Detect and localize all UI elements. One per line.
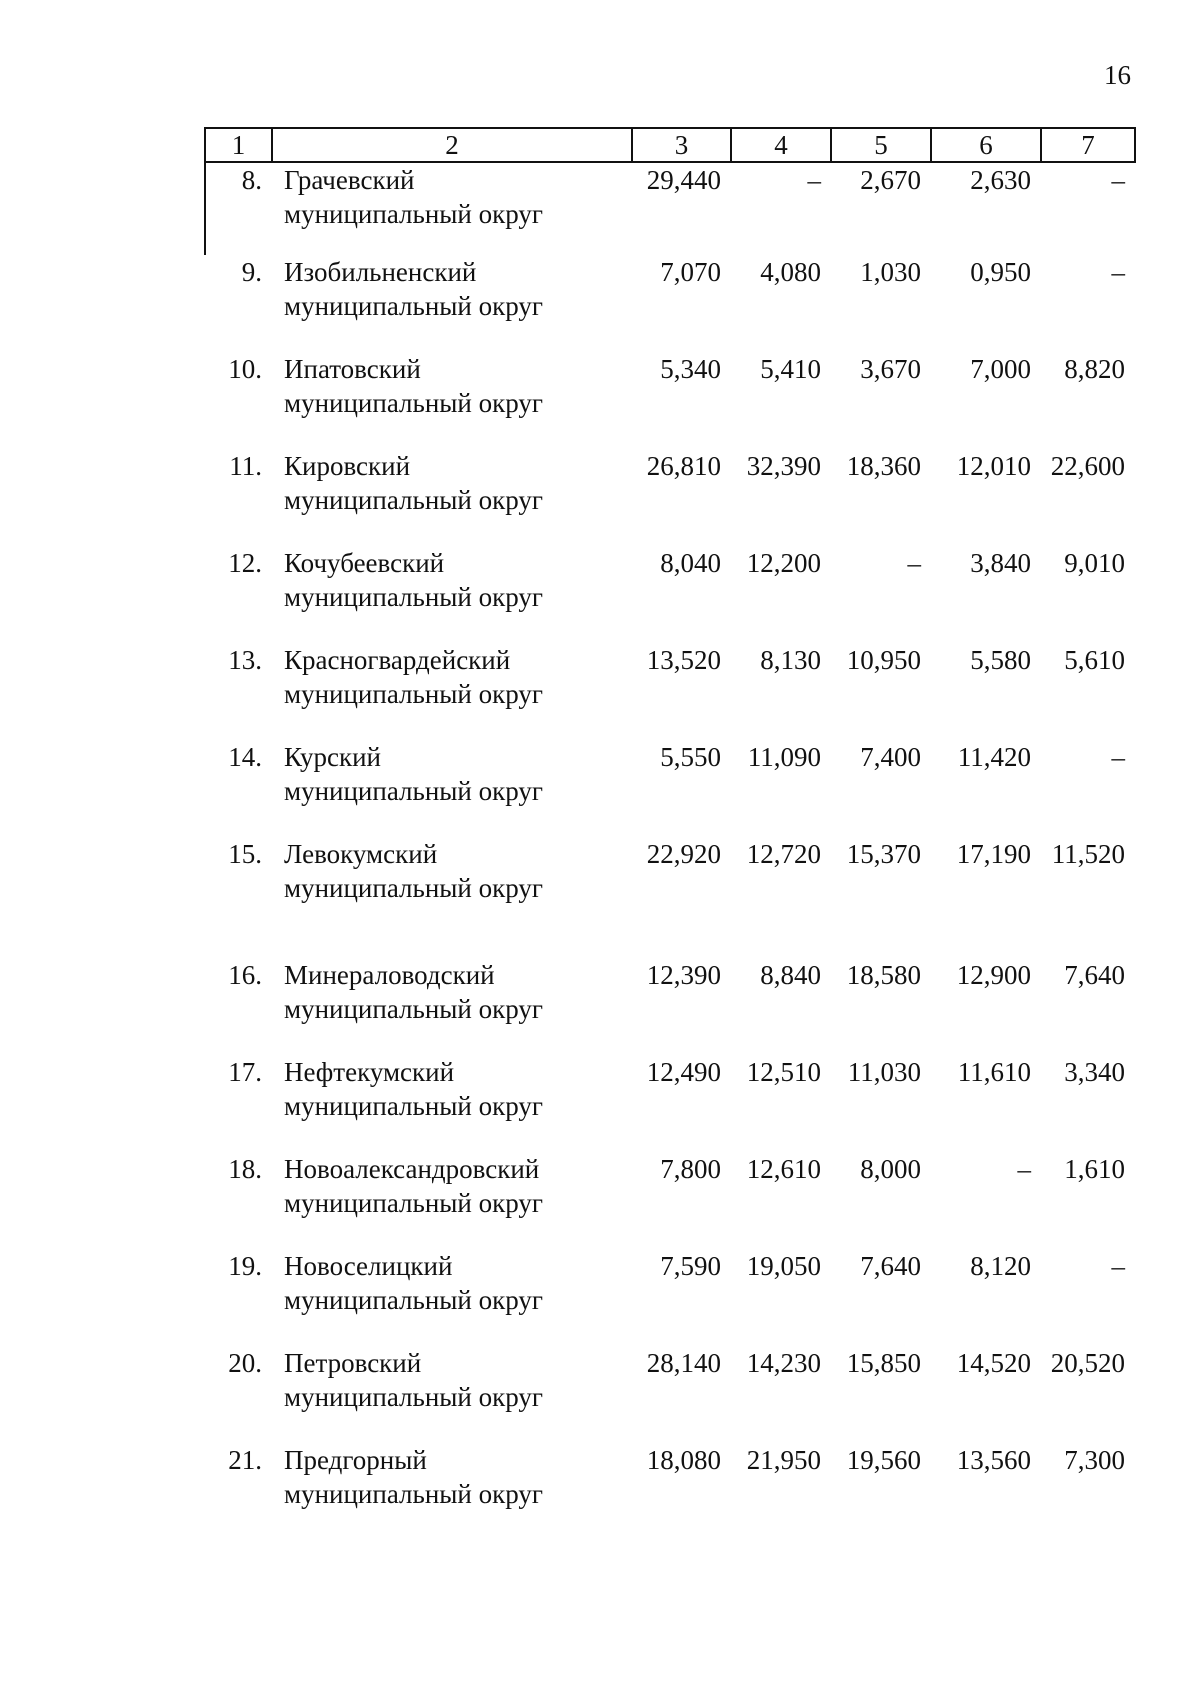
value-col-7: 20,520 [1050,1348,1125,1378]
value-col-6: 0,950 [970,257,1031,287]
value-col-6: 3,840 [970,548,1031,578]
value-col-4: 11,090 [747,742,821,772]
value-col-5: 15,370 [846,839,921,869]
district-name-line-1: Петровский [284,1348,422,1378]
value-col-5: 19,560 [846,1445,921,1475]
value-col-5: 8,000 [860,1154,921,1184]
value-col-3: 8,040 [660,548,721,578]
value-col-7: – [1111,257,1125,287]
table-header [205,128,1135,162]
header-col-7: 7 [1041,128,1135,162]
district-name-line-2: муниципальный округ [284,1285,543,1315]
value-col-6: 7,000 [970,354,1031,384]
table-row [205,740,1135,837]
district-name-line-1: Предгорный [284,1445,427,1475]
value-col-3: 26,810 [646,451,721,481]
district-name [272,837,632,934]
table-row [205,837,1135,934]
district-name [272,643,632,740]
value-col-3: 13,520 [646,645,721,675]
value-col-4: 12,200 [746,548,821,578]
table-row [205,1055,1135,1152]
district-name [272,1152,632,1249]
value-col-5: 11,030 [847,1057,921,1087]
value-col-4: 32,390 [746,451,821,481]
value-col-4: 19,050 [746,1251,821,1281]
value-col-4: 12,720 [746,839,821,869]
district-name [272,1249,632,1346]
table-row [205,1443,1135,1540]
value-col-3: 5,550 [660,742,721,772]
district-name [272,1055,632,1152]
value-col-5: 10,950 [846,645,921,675]
row-number: 13. [228,645,262,675]
table-body [205,162,1135,1540]
row-number: 12. [228,548,262,578]
value-col-6: 13,560 [956,1445,1031,1475]
district-name-line-1: Левокумский [284,839,438,869]
value-col-7: – [1111,1251,1125,1281]
district-name-line-2: муниципальный округ [284,291,543,321]
value-col-7: 8,820 [1064,354,1125,384]
district-table-container [204,127,1134,1540]
district-name-line-1: Новоселицкий [284,1251,453,1281]
district-name-line-2: муниципальный округ [284,485,543,515]
district-name-line-1: Нефтекумский [284,1057,455,1087]
row-number: 21. [228,1445,262,1475]
value-col-6: 14,520 [956,1348,1031,1378]
district-name-line-1: Грачевский [284,165,415,195]
district-name-line-2: муниципальный округ [284,199,543,229]
district-name-line-2: муниципальный округ [284,582,543,612]
district-name-line-2: муниципальный округ [284,1091,543,1121]
header-col-4: 4 [731,128,831,162]
district-name-line-1: Кировский [284,451,411,481]
district-name-line-1: Изобильненский [284,257,477,287]
value-col-5: 2,670 [860,165,921,195]
row-number: 11. [229,451,262,481]
value-col-3: 7,590 [660,1251,721,1281]
value-col-6: 8,120 [970,1251,1031,1281]
district-name [272,1443,632,1540]
header-col-1: 1 [205,128,272,162]
value-col-6: 12,900 [956,960,1031,990]
header-col-3: 3 [632,128,731,162]
value-col-4: 12,510 [746,1057,821,1087]
table-row [205,1346,1135,1443]
row-number: 20. [228,1348,262,1378]
value-col-6: 5,580 [970,645,1031,675]
row-number: 18. [228,1154,262,1184]
header-col-5: 5 [831,128,931,162]
value-col-4: 21,950 [746,1445,821,1475]
table-row [205,352,1135,449]
district-name [272,162,632,255]
table-row [205,1152,1135,1249]
value-col-4: – [807,165,821,195]
district-name [272,740,632,837]
row-number: 9. [241,257,262,287]
value-col-5: 18,360 [846,451,921,481]
table-row [205,1249,1135,1346]
value-col-5: 15,850 [846,1348,921,1378]
row-number: 19. [228,1251,262,1281]
table-row [205,934,1135,1055]
value-col-7: 22,600 [1050,451,1125,481]
row-number: 15. [228,839,262,869]
district-name-line-1: Красногвардейский [284,645,511,675]
header-row [205,128,1135,162]
value-col-7: – [1111,742,1125,772]
value-col-7: 9,010 [1064,548,1125,578]
value-col-5: – [907,548,921,578]
value-col-3: 29,440 [646,165,721,195]
row-number: 17. [228,1057,262,1087]
value-col-7: – [1111,165,1125,195]
district-name-line-2: муниципальный округ [284,1382,543,1412]
district-name [272,1346,632,1443]
value-col-5: 7,640 [860,1251,921,1281]
value-col-3: 12,390 [646,960,721,990]
district-name-line-2: муниципальный округ [284,388,543,418]
value-col-7: 5,610 [1064,645,1125,675]
district-name-line-1: Новоалександровский [284,1154,540,1184]
district-name [272,934,632,1055]
value-col-6: 12,010 [956,451,1031,481]
district-name-line-2: муниципальный округ [284,776,543,806]
value-col-3: 5,340 [660,354,721,384]
value-col-4: 4,080 [760,257,821,287]
value-col-4: 8,840 [760,960,821,990]
table-row [205,546,1135,643]
value-col-7: 7,300 [1064,1445,1125,1475]
row-number: 14. [228,742,262,772]
value-col-3: 22,920 [646,839,721,869]
value-col-5: 1,030 [860,257,921,287]
value-col-6: 17,190 [956,839,1031,869]
row-number: 16. [228,960,262,990]
value-col-4: 12,610 [746,1154,821,1184]
row-number: 10. [228,354,262,384]
district-name-line-2: муниципальный округ [284,679,543,709]
row-number: 8. [205,162,272,255]
value-col-4: 5,410 [760,354,821,384]
table-row [205,449,1135,546]
district-name-line-1: Ипатовский [284,354,421,384]
value-col-3: 12,490 [646,1057,721,1087]
district-name-line-2: муниципальный округ [284,994,543,1024]
district-name-line-2: муниципальный округ [284,1188,543,1218]
value-col-4: 8,130 [760,645,821,675]
value-col-5: 3,670 [860,354,921,384]
value-col-6: 11,420 [957,742,1031,772]
value-col-7: 3,340 [1064,1057,1125,1087]
value-col-7: 11,520 [1051,839,1125,869]
district-name-line-2: муниципальный округ [284,873,543,903]
value-col-4: 14,230 [746,1348,821,1378]
value-col-3: 28,140 [646,1348,721,1378]
value-col-7: 1,610 [1064,1154,1125,1184]
value-col-3: 7,070 [660,257,721,287]
district-name-line-1: Кочубеевский [284,548,445,578]
value-col-6: 11,610 [957,1057,1031,1087]
district-name-line-1: Курский [284,742,381,772]
table-row [205,162,1135,255]
value-col-3: 7,800 [660,1154,721,1184]
district-name [272,255,632,352]
value-col-5: 18,580 [846,960,921,990]
value-col-7: 7,640 [1064,960,1125,990]
table-row [205,255,1135,352]
district-name-line-2: муниципальный округ [284,1479,543,1509]
header-col-2: 2 [272,128,632,162]
value-col-6: 2,630 [970,165,1031,195]
header-col-6: 6 [931,128,1041,162]
page-number: 16 [1104,60,1131,90]
value-col-3: 18,080 [646,1445,721,1475]
table-row [205,643,1135,740]
district-table [204,127,1136,1540]
district-name-line-1: Минераловодский [284,960,495,990]
value-col-6: – [1017,1154,1031,1184]
value-col-5: 7,400 [860,742,921,772]
district-name [272,546,632,643]
district-name [272,352,632,449]
district-name [272,449,632,546]
